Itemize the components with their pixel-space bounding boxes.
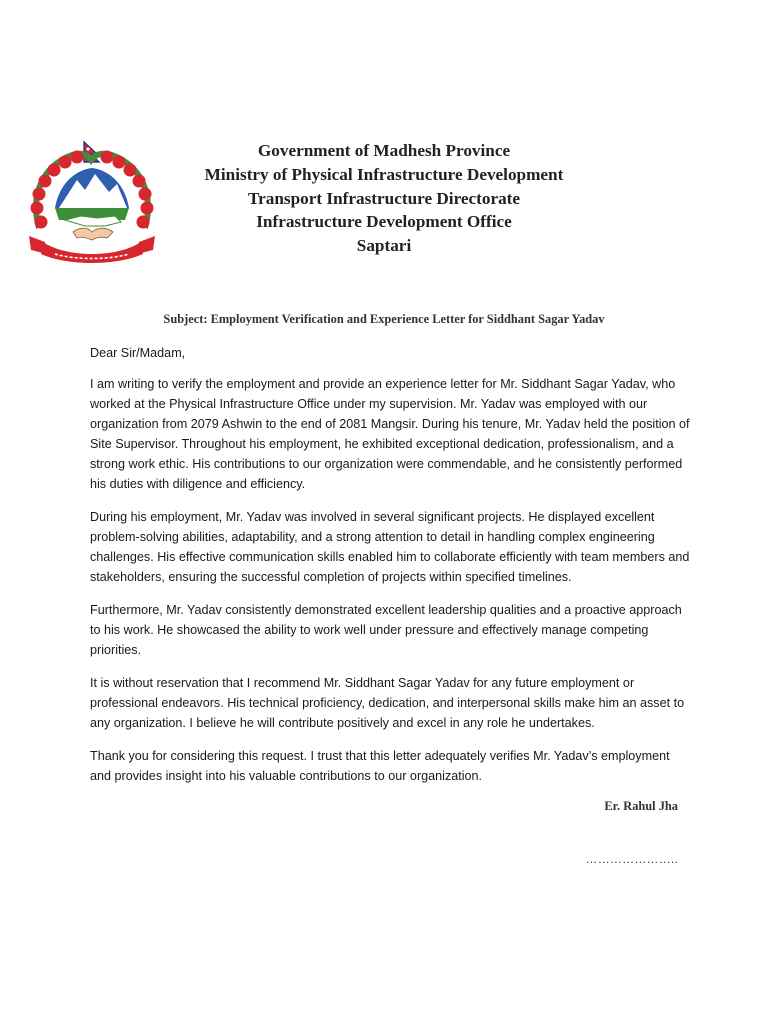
paragraph-projects: During his employment, Mr. Yadav was involved in several significant projects. He displayed excellent problem-solving abilities, adaptability, and a strong attention to detail in handling complex engineering challenges. His effective communication skills enabled him to collaborate efficiently with team members and stakeholders, ensuring the successful completion of projects within specified timelines. (90, 510, 690, 584)
ministry-title: Ministry of Physical Infrastructure Development (204, 164, 564, 184)
paragraph-closing: Thank you for considering this request. I trust that this letter adequately verifies Mr. Yadav’s employment and provides insight into his valuable contributions to our organization. (90, 749, 670, 783)
letterhead (160, 139, 608, 258)
salutation: Dear Sir/Madam, (90, 346, 186, 360)
paragraph-employment: I am writing to verify the employment and provide an experience letter for Mr. Siddhant Sagar Yadav, who worked at the Physical Infrastructure Office under my supervision. Mr. Yadav was employed with our organization from 2079 Ashwin to the end of 2081 Mangsir. During his tenure, Mr. Yadav held the position of Site Supervisor. Throughout his employment, he exhibited exceptional dedication, professionalism, and a strong work ethic. His contributions to our organization were commendable, and he consistently performed his duties with diligence and efficiency. (90, 377, 690, 491)
directorate-title: Transport Infrastructure Directorate (247, 188, 521, 208)
paragraph-leadership: Furthermore, Mr. Yadav consistently demonstrated excellent leadership qualities and a proactive approach to his work. He showcased the ability to work well under pressure and effectively manage competing priorities. (90, 603, 682, 657)
nepal-coat-of-arms-icon (25, 138, 159, 268)
map-outline-icon (65, 216, 121, 226)
signer-name: Er. Rahul Jha (604, 799, 678, 813)
district-title: Saptari (356, 236, 412, 256)
signature-line: ………………….. (585, 852, 678, 866)
mountain-icon (55, 168, 129, 220)
office-title: Infrastructure Development Office (256, 212, 512, 232)
letter-subject: Subject: Employment Verification and Experience Letter for Siddhant Sagar Yadav (163, 312, 605, 326)
government-title: Government of Madhesh Province (257, 141, 511, 160)
letter-body (90, 343, 690, 799)
handshake-icon (73, 228, 113, 240)
paragraph-recommendation: It is without reservation that I recommend Mr. Siddhant Sagar Yadav for any future employment or professional endeavors. His technical proficiency, dedication, and interpersonal skills make him an asset to any organization. I believe he will contribute positively and excel in any role he undertakes. (90, 676, 685, 730)
